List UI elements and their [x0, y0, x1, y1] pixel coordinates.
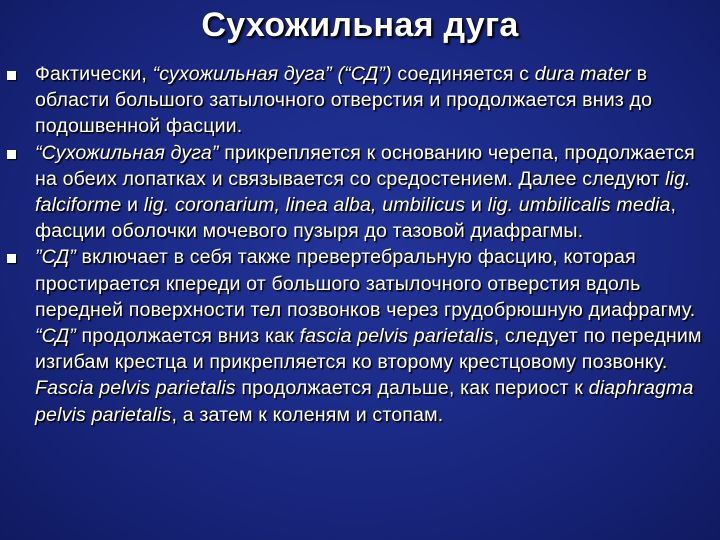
bullet-text: [35, 142, 695, 243]
italic-text-run: dura mater: [534, 63, 631, 85]
italic-text-run: Fascia pelvis parietalis: [35, 377, 236, 400]
italic-text-run: “сухожильная дуга” (“СД”): [152, 63, 392, 85]
bullet-list: [0, 61, 720, 428]
italic-text-run: lig. umbilicalis media: [487, 194, 671, 217]
text-run: продолжается вниз как: [75, 325, 300, 348]
text-run: прикрепляется к основанию черепа, продолжается на обеих лопатках и связывается со средостением. Далее следуют: [35, 141, 695, 190]
bullet-square-icon: [7, 150, 16, 159]
text-run: Фактически,: [35, 63, 153, 85]
italic-text-run: lig. coronarium, linea alba, umbilicus: [143, 194, 466, 217]
text-run: и: [465, 194, 488, 217]
text-run: и: [121, 194, 144, 217]
bullet-square-icon: [7, 254, 16, 263]
text-run: , фасции оболочки мочевого пузыря до тазовой диафрагмы.: [35, 194, 677, 243]
text-run: , а затем к коленям и стопам.: [171, 403, 444, 426]
bullet-square-icon: [7, 71, 16, 80]
text-run: , следует по передним изгибам крестца и прикрепляется ко второму крестцовому позвонку.: [35, 325, 702, 374]
text-run: в области большого затылочного отверстия и продолжается вниз до подошвенной фасции.: [35, 63, 653, 138]
bullet-item: [0, 140, 720, 245]
bullet-item: [0, 244, 720, 427]
bullet-text: [35, 63, 652, 137]
italic-text-run: ”СД”: [35, 246, 76, 269]
italic-text-run: “СД”: [35, 325, 76, 348]
italic-text-run: diaphragma pelvis parietalis: [35, 377, 694, 426]
text-run: включает в себя также превертебральную фасцию, которая простирается кпереди от большого затылочного отверстия вдоль передней поверхности тел позвонков через грудобрюшную диафрагму.: [35, 246, 696, 321]
italic-text-run: fascia pelvis parietalis: [299, 325, 494, 348]
italic-text-run: lig. falciforme: [35, 167, 691, 217]
text-run: продолжается дальше, как периост к: [235, 377, 589, 400]
slide-title: Сухожильная дуга: [201, 6, 519, 44]
text-run: соединяется с: [391, 63, 535, 85]
bullet-item: [0, 61, 720, 140]
italic-text-run: “Сухожильная дуга”: [35, 141, 219, 164]
bullet-text: [35, 246, 702, 425]
